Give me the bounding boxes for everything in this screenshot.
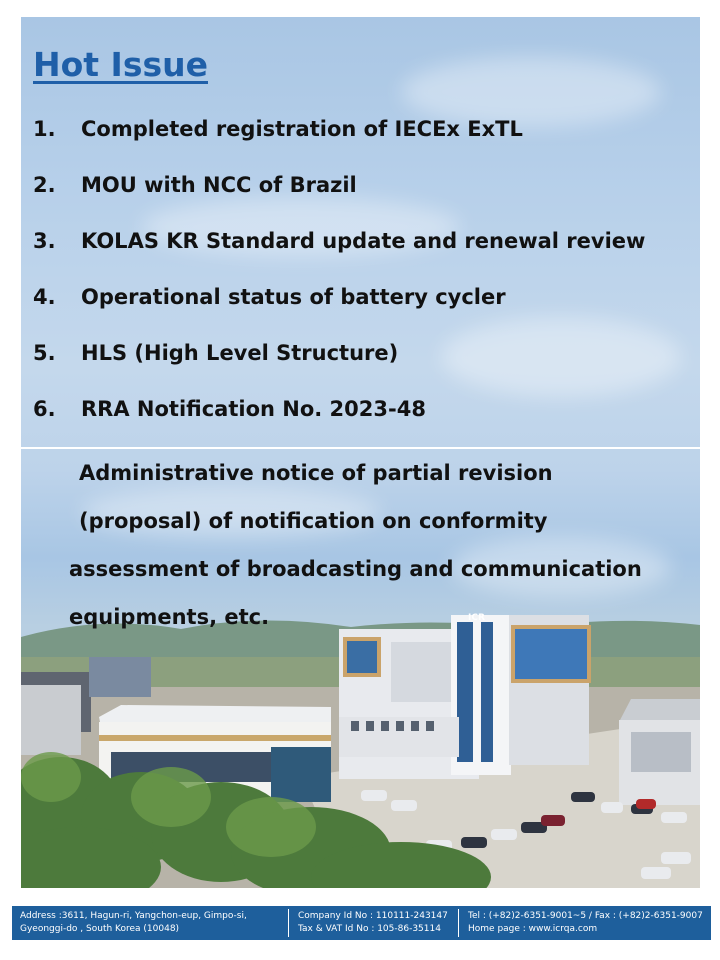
list-item: [33, 341, 398, 365]
list-item: [33, 397, 426, 421]
footer-divider: [458, 909, 459, 937]
page-title: Hot Issue: [33, 45, 208, 84]
list-item: [33, 117, 523, 141]
item-number: 1.: [33, 117, 56, 141]
footer: [12, 906, 711, 940]
footer-company-line: Company Id No : 110111-243147: [298, 911, 448, 921]
footer-address-line: Gyeonggi-do , South Korea (10048): [20, 924, 180, 934]
item-text: KOLAS KR Standard update and renewal review: [81, 229, 646, 253]
item-text: HLS (High Level Structure): [81, 341, 399, 365]
item-number: 6.: [33, 397, 56, 421]
item-text: RRA Notification No. 2023-48: [81, 397, 426, 421]
notice-line: assessment of broadcasting and communication: [69, 557, 642, 581]
footer-company-line: Tax & VAT Id No : 105-86-35114: [298, 924, 441, 934]
item-number: 2.: [33, 173, 56, 197]
footer-address: [20, 910, 247, 936]
building-sign: ICR: [468, 613, 485, 623]
footer-contact-line: Tel : (+82)2-6351-9001~5 / Fax : (+82)2-6351-9007: [468, 911, 703, 921]
list-item: [33, 285, 506, 309]
footer-contact-line: Home page : www.icrqa.com: [468, 924, 598, 934]
footer-company: [298, 910, 448, 936]
item-text: MOU with NCC of Brazil: [81, 173, 357, 197]
item-number: 5.: [33, 341, 56, 365]
notice-line: (proposal) of notification on conformity: [79, 509, 548, 533]
footer-contact: [468, 910, 703, 936]
footer-address-line: Address :3611, Hagun-ri, Yangchon-eup, Gimpo-si,: [20, 911, 247, 921]
footer-divider: [288, 909, 289, 937]
notice-line: Administrative notice of partial revision: [79, 461, 553, 485]
hero-photo: [21, 17, 700, 888]
notice-line: equipments, etc.: [69, 605, 270, 629]
item-text: Operational status of battery cycler: [81, 285, 506, 309]
list-item: [33, 229, 645, 253]
item-number: 4.: [33, 285, 56, 309]
list-item: [33, 173, 357, 197]
item-number: 3.: [33, 229, 56, 253]
notice-text: [69, 449, 699, 641]
item-text: Completed registration of IECEx ExTL: [81, 117, 523, 141]
